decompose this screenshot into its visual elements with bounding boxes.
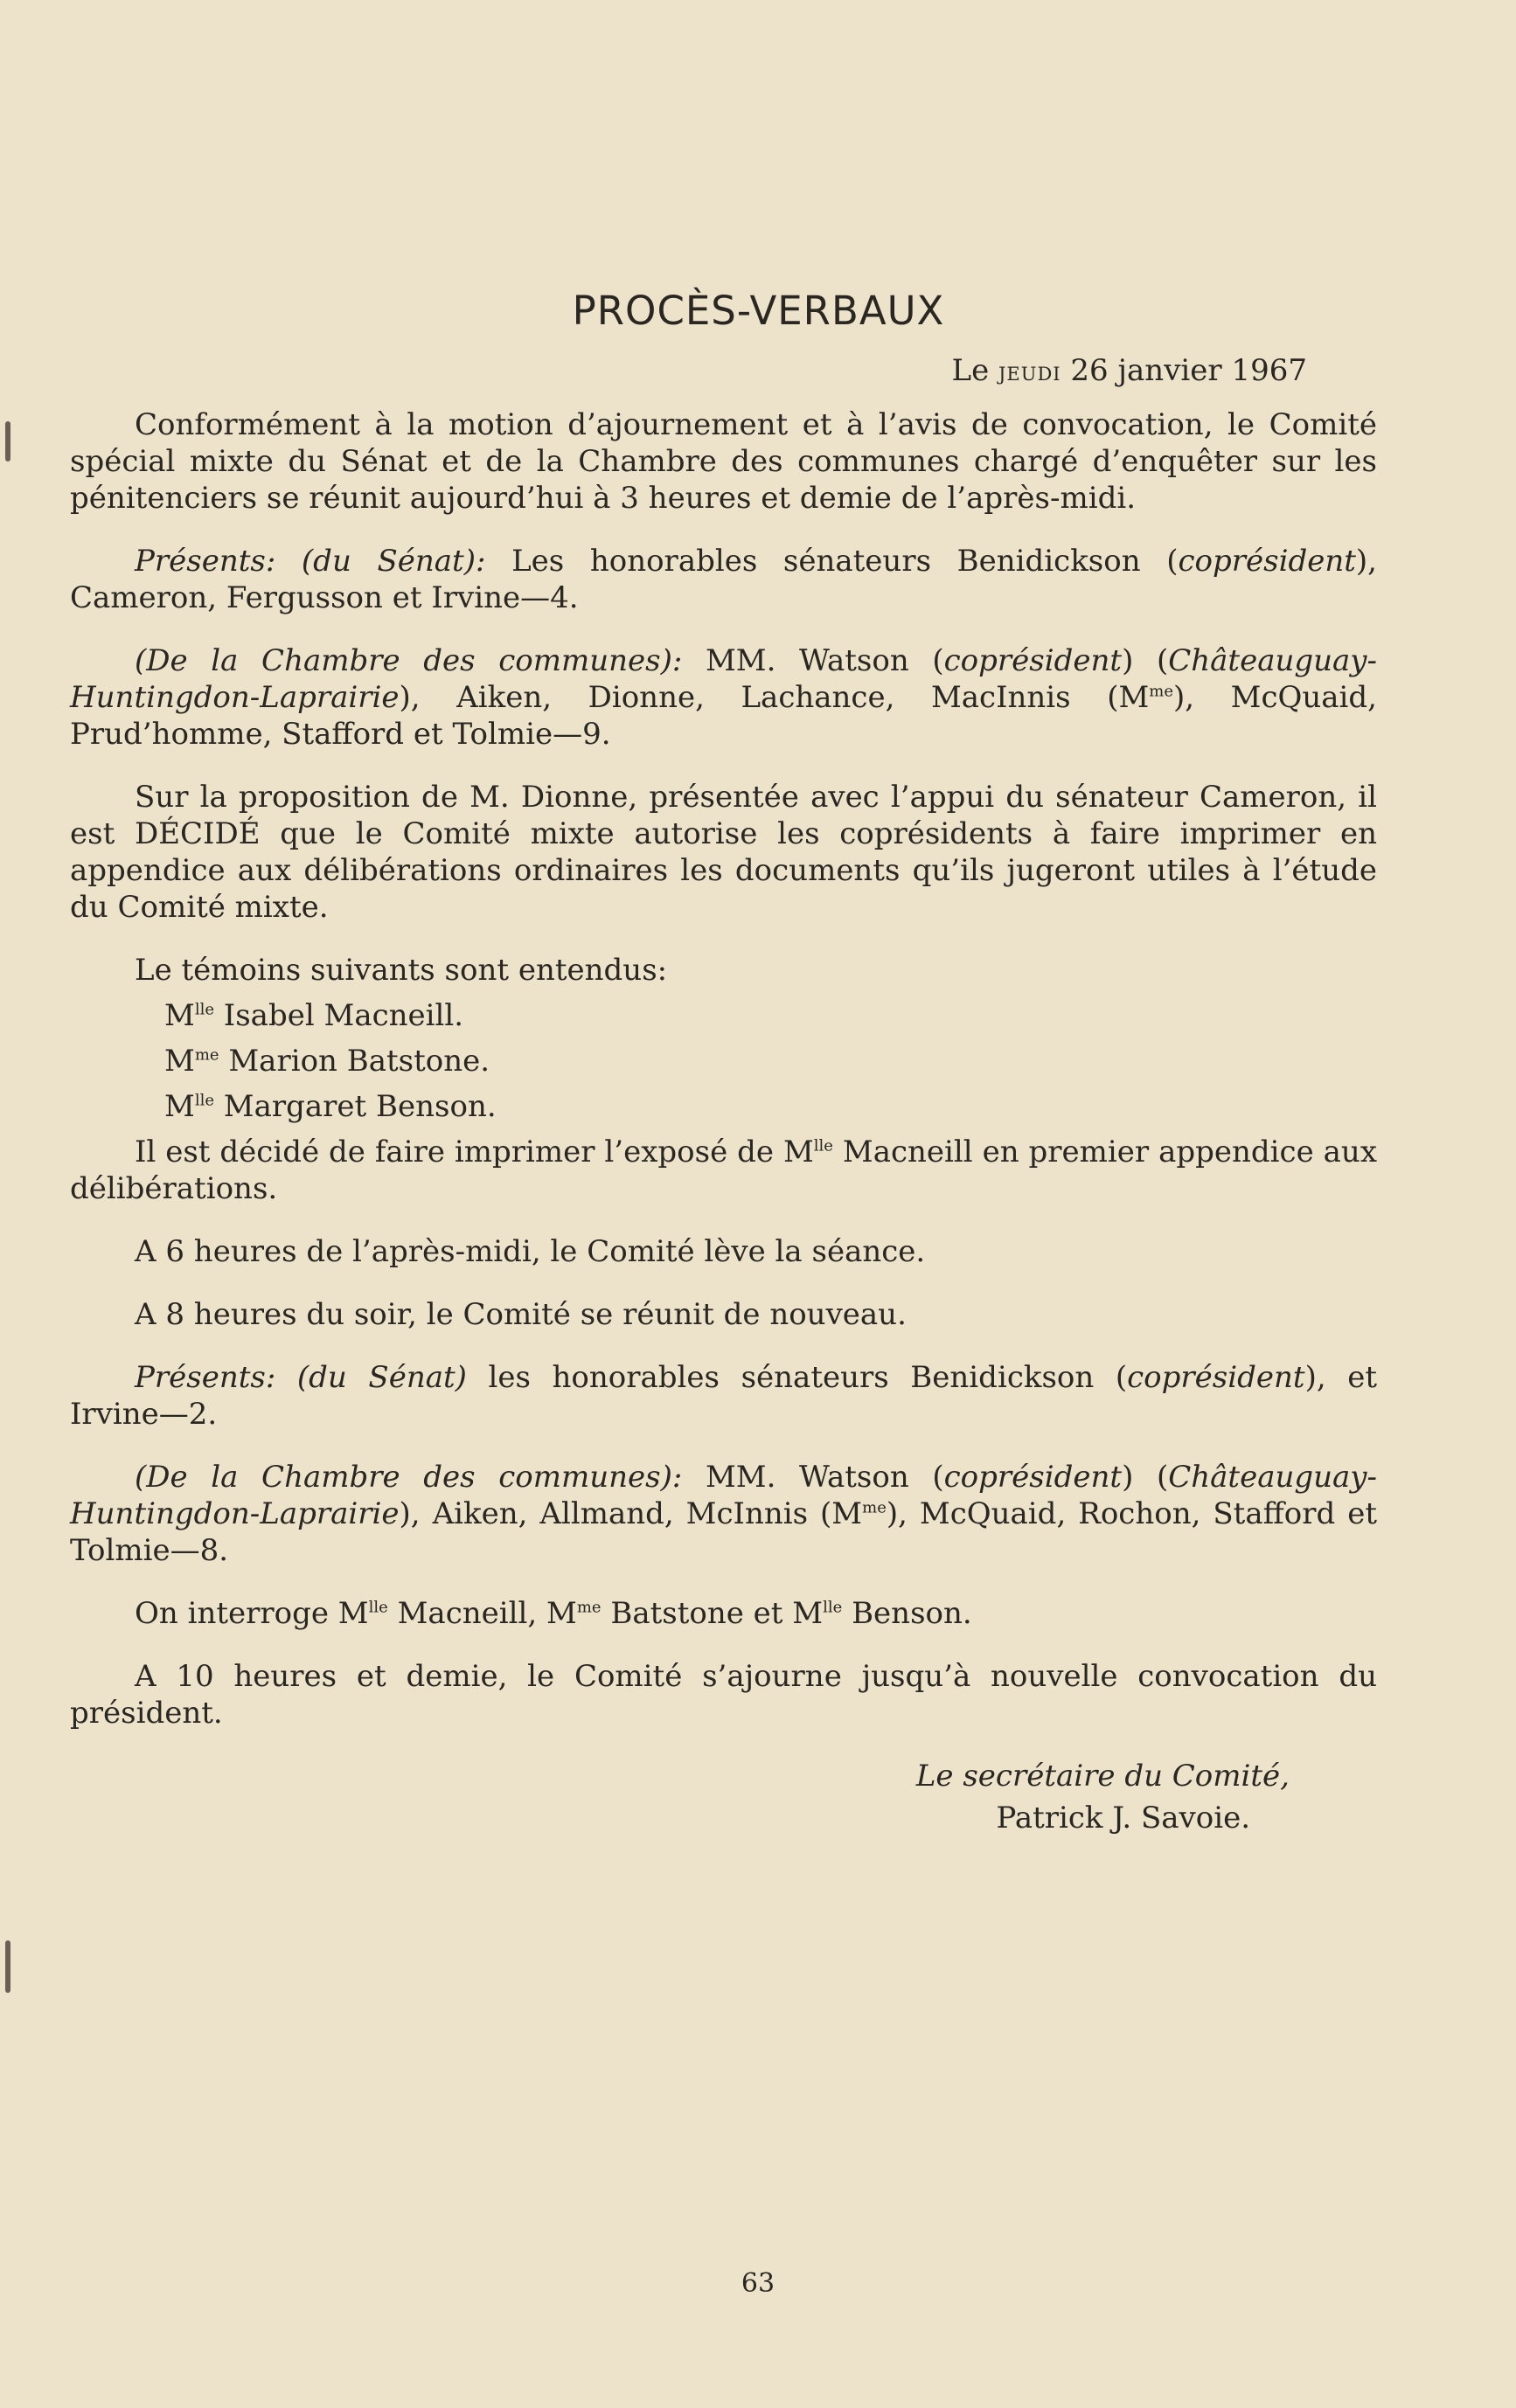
text-run: ), McQuaid, Rochon, Stafford et Tolmie—8. bbox=[70, 1496, 1377, 1568]
witness-item bbox=[70, 1043, 1377, 1079]
text-run: Macneill, M bbox=[387, 1596, 577, 1631]
present-label: Présents: bbox=[135, 544, 276, 579]
text-run: Il est décidé de faire imprimer l’exposé de M bbox=[135, 1135, 814, 1169]
paragraph-appendix bbox=[70, 1134, 1377, 1207]
paragraph-opening: Conformément à la motion d’ajournement et à l’avis de convocation, le Comité spécial mixte du Sénat et de la Chambre des communes chargé d’enquêter sur les pénitenciers se réunit aujourd’hui à 3 heures et demie de l’après-midi. bbox=[70, 407, 1377, 516]
margin-mark bbox=[5, 1940, 10, 1993]
paragraph-evening-present-commons bbox=[70, 1459, 1377, 1569]
text-run: ) ( bbox=[1122, 1460, 1169, 1495]
paragraph-motion: Sur la proposition de M. Dionne, présentée avec l’appui du sénateur Cameron, il est DÉCIDÉ que le Comité mixte autorise les coprésidents à faire imprimer en appendice aux délibérations ordinaires les documents qu’ils jugeront utiles à l’étude du Comité mixte. bbox=[70, 780, 1377, 925]
margin-mark bbox=[5, 421, 10, 461]
paragraph-evening-session: A 8 heures du soir, le Comité se réunit de nouveau. bbox=[135, 1297, 907, 1332]
text-run: On interroge M bbox=[135, 1596, 369, 1631]
text-run: Batstone et M bbox=[601, 1596, 824, 1631]
text-run: les honorables sénateurs Benidickson ( bbox=[466, 1360, 1128, 1395]
text-run: MM. Watson ( bbox=[705, 643, 944, 678]
riding-label: Châteauguay-Huntingdon-Laprairie bbox=[70, 1460, 1377, 1531]
paragraph-adjourn-final: A 10 heures et demie, le Comité s’ajourne jusqu’à nouvelle convocation du président. bbox=[70, 1659, 1377, 1731]
superscript: lle bbox=[368, 1598, 388, 1617]
page-number: 63 bbox=[741, 2268, 775, 2299]
present-label: Présents: bbox=[135, 1360, 276, 1395]
page-title: PROCÈS-VERBAUX bbox=[572, 288, 945, 334]
date-prefix: Le bbox=[951, 353, 990, 388]
paragraph-present-commons bbox=[70, 642, 1377, 753]
chamber-label: (du Sénat) bbox=[296, 1360, 467, 1395]
role-label: coprésident bbox=[943, 643, 1123, 678]
text-run: ) ( bbox=[1122, 643, 1169, 678]
witness-item bbox=[70, 1088, 1377, 1125]
role-label: coprésident bbox=[1127, 1360, 1305, 1395]
text-run: Isabel Macneill. bbox=[214, 998, 464, 1033]
text-run: M bbox=[164, 1044, 195, 1079]
role-label: coprésident bbox=[943, 1460, 1123, 1495]
text-run: ), Cameron, Fergusson et Irvine—4. bbox=[70, 544, 1377, 615]
superscript: lle bbox=[813, 1136, 833, 1155]
paragraph-present-senate bbox=[70, 543, 1377, 616]
text-run: M bbox=[164, 998, 195, 1033]
text-run: Marion Batstone. bbox=[219, 1044, 490, 1079]
text-run: Les honorables sénateurs Benidickson ( bbox=[511, 544, 1179, 579]
meeting-date bbox=[70, 352, 1307, 391]
superscript: lle bbox=[194, 1000, 214, 1019]
superscript: me bbox=[576, 1598, 602, 1617]
role-label: coprésident bbox=[1178, 544, 1356, 579]
text-run: M bbox=[164, 1089, 195, 1124]
signature-name: Patrick J. Savoie. bbox=[996, 1801, 1250, 1835]
superscript: me bbox=[862, 1498, 887, 1517]
date-rest: 26 janvier 1967 bbox=[1070, 353, 1307, 388]
witness-item bbox=[70, 997, 1377, 1034]
text-run: ), McQuaid, Prud’homme, Stafford et Tolmie—9. bbox=[70, 680, 1377, 752]
text-run: ), Aiken, Allmand, McInnis (M bbox=[399, 1496, 863, 1531]
riding-label: Châteauguay-Huntingdon-Laprairie bbox=[70, 643, 1377, 715]
minutes-body bbox=[70, 288, 1378, 1836]
superscript: lle bbox=[823, 1598, 843, 1617]
paragraph-evening-present-senate bbox=[70, 1359, 1377, 1433]
chamber-label: (De la Chambre des communes): bbox=[135, 643, 683, 678]
date-day: jeudi bbox=[998, 357, 1061, 387]
text-run: Benson. bbox=[842, 1596, 972, 1631]
superscript: me bbox=[194, 1045, 219, 1065]
chamber-label: (du Sénat): bbox=[301, 544, 486, 579]
superscript: me bbox=[1149, 682, 1174, 701]
paragraph-adjourn-afternoon: A 6 heures de l’après-midi, le Comité lève la séance. bbox=[135, 1234, 926, 1269]
text-run: ), et Irvine—2. bbox=[70, 1360, 1378, 1432]
paragraph-questioning bbox=[70, 1595, 1377, 1632]
chamber-label: (De la Chambre des communes): bbox=[135, 1460, 683, 1495]
text-run: MM. Watson ( bbox=[705, 1460, 944, 1495]
witness-intro: Le témoins suivants sont entendus: bbox=[135, 953, 668, 988]
superscript: lle bbox=[194, 1091, 214, 1110]
text-run: Macneill en premier appendice aux délibérations. bbox=[70, 1135, 1377, 1206]
signature-role: Le secrétaire du Comité, bbox=[915, 1759, 1290, 1794]
text-run: ), Aiken, Dionne, Lachance, MacInnis (M bbox=[399, 680, 1150, 715]
text-run: Margaret Benson. bbox=[214, 1089, 497, 1124]
